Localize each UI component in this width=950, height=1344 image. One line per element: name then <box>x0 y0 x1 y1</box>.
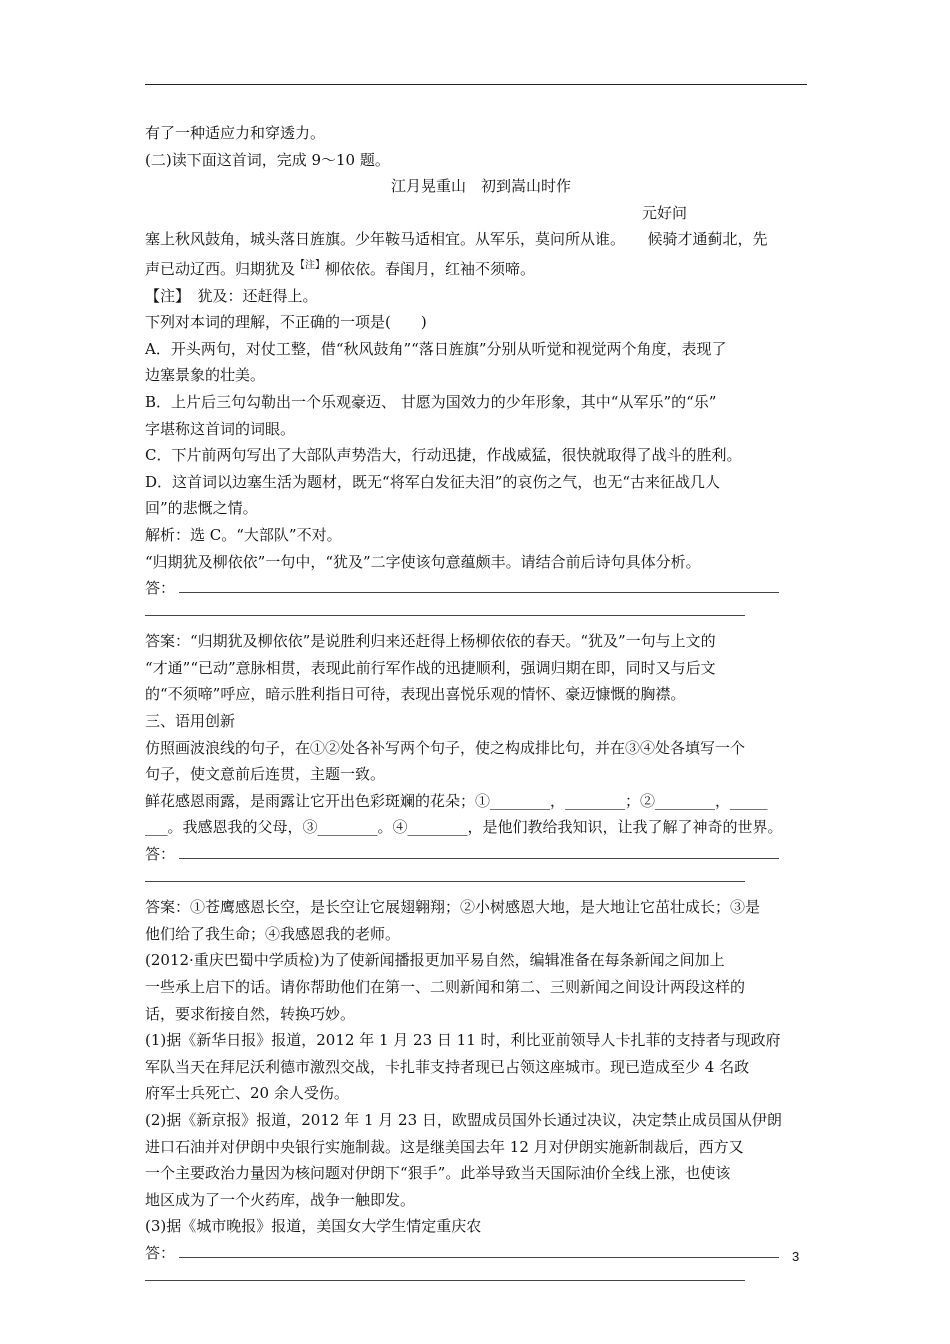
option-b-cont: 字堪称这首词的词眼。 <box>145 419 296 438</box>
poem-author: 元好问 <box>641 203 687 222</box>
answer-blank-line[interactable] <box>145 868 817 895</box>
poem-note: 【注】 犹及：还赶得上。 <box>145 286 318 305</box>
option-d: D．这首词以边塞生活为题材，既无“将军白发征夫泪”的哀伤之气，也无“古来征战几人 <box>145 472 721 491</box>
answer-11-cont: 他们给了我生命；④我感恩我的老师。 <box>145 924 401 943</box>
answer-blank-line[interactable] <box>145 1267 817 1294</box>
header-rule <box>145 84 807 85</box>
answer-10-cont: 的“不须啼”呼应，暗示胜利指日可待，表现出喜悦乐观的情怀、豪迈慷慨的胸襟。 <box>145 685 686 704</box>
option-c: C．下片前两句写出了大部队声势浩大，行动迅捷，作战威猛，很快就取得了战斗的胜利。 <box>145 446 742 465</box>
news-2-cont: 进口石油并对伊朗中央银行实施制裁。这是继美国去年 12 月对伊朗实施新制裁后，西方又 <box>145 1137 744 1156</box>
question-12-cont: 一些承上启下的话。请你帮助他们在第一、二则新闻和第二、三则新闻之间设计两段这样的 <box>145 978 746 996</box>
answer-11: 答案：①苍鹰感恩长空，是长空让它展翅翱翔；②小树感恩大地，是大地让它茁壮成长；③是 <box>145 898 761 917</box>
answer-10-cont: “才通”“已动”意脉相贯，表现此前行军作战的迅捷顺利，强调归期在即，同时又与后文 <box>145 658 716 677</box>
news-2: (2)据《新京报》报道，2012 年 1 月 23 日，欧盟成员国外长通过决议，决定禁止成员国从伊朗 <box>145 1110 782 1129</box>
option-a: A．开头两句，对仗工整，借“秋风鼓角”“落日旌旗”分别从听觉和视觉两个角度，表现了 <box>145 339 727 358</box>
answer-10: 答案：“归期犹及柳依依”是说胜利归来还赶得上杨柳依依的春天。“犹及”一句与上文的 <box>145 632 716 651</box>
page-number: 3 <box>792 1249 800 1264</box>
answer-field <box>145 1240 817 1267</box>
question-11-cont: 鲜花感恩雨露，是雨露让它开出色彩斑斓的花朵；①________，________；②________，_____ <box>145 791 768 810</box>
question-11-cont: 句子，使文意前后连贯，主题一致。 <box>145 765 386 784</box>
poem-text: 柳依依。春闺月，红袖不须啼。 <box>325 259 536 278</box>
news-2-cont: 一个主要政治力量因为核问题对伊朗下“狠手”。此举导致当天国际油价全线上涨，也使该 <box>145 1164 731 1183</box>
news-2-cont: 地区成为了一个火药库，战争一触即发。 <box>145 1190 416 1209</box>
question-heading: (二)读下面这首词，完成 9～10 题。 <box>145 150 390 169</box>
poem-text: 声已动辽西。归期犹及 <box>145 259 296 278</box>
answer-label: 答： <box>145 579 176 598</box>
option-b: B．上片后三句勾勒出一个乐观豪迈、 甘愿为国效力的少年形象，其中“从军乐”的“乐” <box>145 392 717 411</box>
option-a-cont: 边塞景象的壮美。 <box>145 366 266 385</box>
analysis: 解析：选 C。“大部队”不对。 <box>145 525 342 544</box>
news-1: (1)据《新华日报》报道，2012 年 1 月 23 日 11 时，利比亚前领导人卡扎菲的支持者与现政府 <box>145 1031 781 1050</box>
poem-title: 江月晃重山 初到嵩山时作 <box>390 177 571 196</box>
question-11-cont: ___。我感恩我的父母，③________。④________，是他们教给我知识，让我了解了神奇的世界。 <box>145 818 783 837</box>
answer-blank-line[interactable] <box>179 575 779 593</box>
answer-field <box>145 841 817 868</box>
poem-line: 塞上秋风鼓角，城头落日旌旗。少年鞍马适相宜。从军乐，莫问所从谁。 候骑才通蓟北，先 <box>145 230 768 249</box>
news-1-cont: 府军士兵死亡、20 余人受伤。 <box>145 1084 349 1103</box>
answer-field <box>145 575 817 602</box>
news-1-cont: 军队当天在拜尼沃利德市激烈交战，卡扎菲支持者现已占领这座城市。现已造成至少 4 名政 <box>145 1057 750 1076</box>
option-d-cont: 回”的悲慨之情。 <box>145 499 258 518</box>
question-9: 下列对本词的理解，不正确的一项是( ) <box>145 313 427 332</box>
answer-label: 答： <box>145 1243 176 1262</box>
section-heading: 三、语用创新 <box>145 712 236 731</box>
question-10: “归期犹及柳依依”一句中，“犹及”二字使该句意蕴颇丰。请结合前后诗句具体分析。 <box>145 552 701 571</box>
document-body <box>145 120 817 1293</box>
question-11: 仿照画波浪线的句子，在①②处各补写两个句子，使之构成排比句，并在③④处各填写一个 <box>145 738 746 757</box>
poem-line <box>145 253 817 283</box>
answer-label: 答： <box>145 845 176 864</box>
text-line: 有了一种适应力和穿透力。 <box>145 124 326 142</box>
answer-blank-line[interactable] <box>179 841 779 859</box>
answer-blank-line[interactable] <box>145 602 817 629</box>
answer-blank-line[interactable] <box>179 1240 779 1258</box>
note-mark: 【注】 <box>295 259 326 271</box>
news-3: (3)据《城市晚报》报道，美国女大学生情定重庆农 <box>145 1217 482 1236</box>
question-12: (2012·重庆巴蜀中学质检)为了使新闻播报更加平易自然，编辑准备在每条新闻之间加上 <box>145 951 725 970</box>
question-12-cont: 话，要求衔接自然，转换巧妙。 <box>145 1004 356 1023</box>
